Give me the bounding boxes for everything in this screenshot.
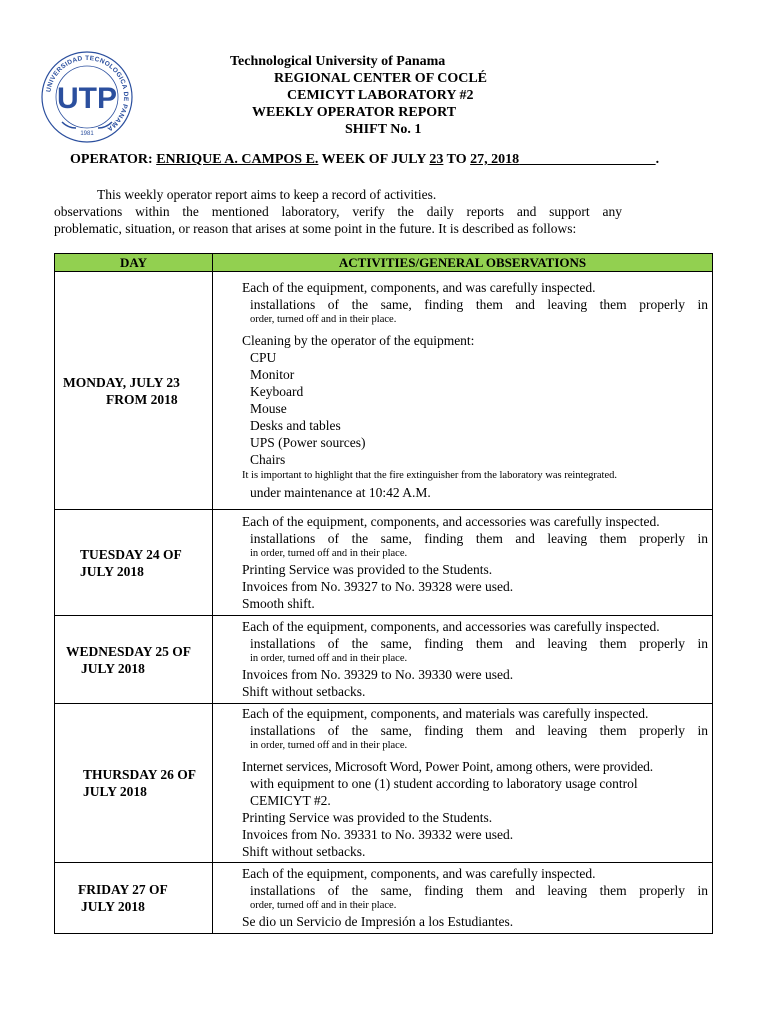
item-continuation: installations of the same, finding them and leaving them properly in bbox=[250, 297, 708, 312]
cleaning-item: Keyboard bbox=[250, 384, 304, 399]
day-line-1: THURSDAY 26 OF bbox=[83, 767, 197, 782]
list-item bbox=[242, 843, 708, 860]
table-row bbox=[55, 272, 713, 510]
list-item bbox=[242, 865, 708, 913]
day-line-1: TUESDAY 24 OF bbox=[80, 546, 182, 562]
item-text: Each of the equipment, components, and accessories was carefully inspected. bbox=[242, 619, 660, 634]
logo-year: 1981 bbox=[80, 131, 94, 137]
list-item bbox=[242, 468, 708, 501]
item-small-text: order, turned off and in their place. bbox=[250, 314, 397, 325]
university-name: Technological University of Panama bbox=[230, 54, 446, 69]
item-text: Invoices from No. 39327 to No. 39328 were used. bbox=[242, 578, 514, 594]
activities-cell bbox=[213, 704, 713, 863]
item-small-text: in order, turned off and in their place. bbox=[250, 653, 408, 664]
table-row bbox=[55, 704, 713, 863]
col-activities-header: ACTIVITIES/GENERAL OBSERVATIONS bbox=[213, 254, 713, 272]
item-text: Invoices from No. 39331 to No. 39332 were used. bbox=[242, 827, 514, 842]
item-text: Smooth shift. bbox=[242, 595, 315, 611]
week-end: 27, 2018 bbox=[470, 152, 520, 167]
item-continuation: installations of the same, finding them and leaving them properly in bbox=[250, 723, 708, 738]
list-item bbox=[242, 809, 708, 826]
cleaning-item: UPS (Power sources) bbox=[250, 435, 366, 450]
day-line-2: FROM 2018 bbox=[106, 391, 178, 407]
activity-table bbox=[54, 253, 713, 934]
intro-line-3: problematic, situation, or reason that arises at some point in the future. It is described as follows: bbox=[54, 221, 577, 236]
item-text: Printing Service was provided to the Students. bbox=[242, 561, 493, 577]
lab-name: CEMICYT LABORATORY #2 bbox=[287, 88, 474, 103]
item-small-text: order, turned off and in their place. bbox=[250, 900, 397, 911]
regional-center: REGIONAL CENTER OF COCLÉ bbox=[274, 71, 488, 86]
table-row bbox=[55, 510, 713, 616]
list-item bbox=[242, 666, 708, 683]
item-text: Se dio un Servicio de Impresión a los Estudiantes. bbox=[242, 914, 514, 929]
table-row bbox=[55, 616, 713, 704]
day-line-2: JULY 2018 bbox=[81, 899, 145, 914]
item-text: Printing Service was provided to the Students. bbox=[242, 810, 493, 825]
item-text: Invoices from No. 39329 to No. 39330 were used. bbox=[242, 667, 514, 682]
list-item bbox=[242, 513, 708, 561]
shift-number: SHIFT No. 1 bbox=[345, 122, 422, 137]
list-item bbox=[242, 578, 708, 595]
week-to: TO bbox=[446, 152, 467, 167]
day-cell bbox=[55, 704, 213, 863]
item-text: Internet services, Microsoft Word, Power Point, among others, were provided. bbox=[242, 759, 653, 774]
list-item bbox=[242, 913, 708, 930]
activities-cell bbox=[213, 510, 713, 616]
list-item bbox=[242, 332, 708, 468]
intro-paragraph bbox=[54, 186, 622, 237]
day-cell bbox=[55, 510, 213, 616]
list-item bbox=[242, 595, 708, 612]
col-day-header: DAY bbox=[55, 254, 213, 272]
activities-cell bbox=[213, 616, 713, 704]
list-item bbox=[242, 826, 708, 843]
cleaning-item: CPU bbox=[250, 350, 277, 365]
activities-cell bbox=[213, 272, 713, 510]
item-continuation: with equipment to one (1) student according to laboratory usage control bbox=[250, 776, 638, 791]
item-small-text: It is important to highlight that the fire extinguisher from the laboratory was reintegrated. bbox=[242, 470, 617, 481]
list-item bbox=[242, 758, 708, 809]
day-line-1: WEDNESDAY 25 OF bbox=[66, 643, 192, 659]
item-small-text: in order, turned off and in their place. bbox=[250, 547, 408, 559]
week-prefix: WEEK OF JULY bbox=[321, 152, 426, 167]
item-continuation: installations of the same, finding them and leaving them properly in bbox=[250, 636, 708, 651]
operator-trailing: . bbox=[655, 152, 660, 167]
list-item bbox=[242, 561, 708, 578]
intro-line-1: This weekly operator report aims to keep a record of activities. bbox=[97, 187, 437, 202]
list-item bbox=[242, 279, 708, 327]
intro-line-2: observations within the mentioned laboratory, verify the daily reports and support any bbox=[54, 204, 622, 219]
day-cell bbox=[55, 616, 213, 704]
logo-ring-text: UNIVERSIDAD TECNOLOGICA DE PANAMA bbox=[45, 54, 130, 133]
item-text: Each of the equipment, components, and was carefully inspected. bbox=[242, 280, 596, 295]
operator-name: ENRIQUE A. CAMPOS E. bbox=[156, 152, 319, 167]
table-header-row bbox=[55, 254, 713, 272]
table-row bbox=[55, 863, 713, 934]
logo-letters: UTP bbox=[57, 82, 117, 115]
item-continuation: installations of the same, finding them and leaving them properly in bbox=[250, 883, 708, 898]
day-line-2: JULY 2018 bbox=[83, 784, 147, 799]
cleaning-item: Chairs bbox=[250, 452, 286, 467]
cleaning-item: Mouse bbox=[250, 401, 287, 416]
item-continuation: under maintenance at 10:42 A.M. bbox=[250, 485, 431, 500]
week-start: 23 bbox=[429, 152, 444, 167]
utp-logo bbox=[40, 50, 134, 144]
day-line-1: MONDAY, JULY 23 bbox=[63, 374, 180, 390]
item-continuation: installations of the same, finding them and leaving them properly in bbox=[250, 530, 708, 546]
item-text: Each of the equipment, components, and accessories was carefully inspected. bbox=[242, 513, 660, 529]
item-text: Each of the equipment, components, and materials was carefully inspected. bbox=[242, 706, 649, 721]
item-text: Each of the equipment, components, and was carefully inspected. bbox=[242, 866, 596, 881]
item-text: Shift without setbacks. bbox=[242, 844, 366, 859]
day-cell bbox=[55, 272, 213, 510]
item-small-text: in order, turned off and in their place. bbox=[250, 740, 408, 751]
report-title: WEEKLY OPERATOR REPORT bbox=[252, 105, 457, 120]
operator-line bbox=[70, 152, 659, 168]
item-text: Shift without setbacks. bbox=[242, 684, 366, 699]
list-item bbox=[242, 618, 708, 666]
day-line-2: JULY 2018 bbox=[80, 563, 144, 579]
day-line-2: JULY 2018 bbox=[81, 660, 145, 676]
day-cell bbox=[55, 863, 213, 934]
list-item bbox=[242, 705, 708, 753]
day-line-1: FRIDAY 27 OF bbox=[78, 882, 168, 897]
cleaning-item: Monitor bbox=[250, 367, 295, 382]
item-text: Cleaning by the operator of the equipment: bbox=[242, 333, 475, 348]
list-item bbox=[242, 683, 708, 700]
cleaning-item: Desks and tables bbox=[250, 418, 341, 433]
activities-cell bbox=[213, 863, 713, 934]
item-continuation: CEMICYT #2. bbox=[250, 793, 331, 808]
operator-label: OPERATOR: bbox=[70, 152, 153, 167]
